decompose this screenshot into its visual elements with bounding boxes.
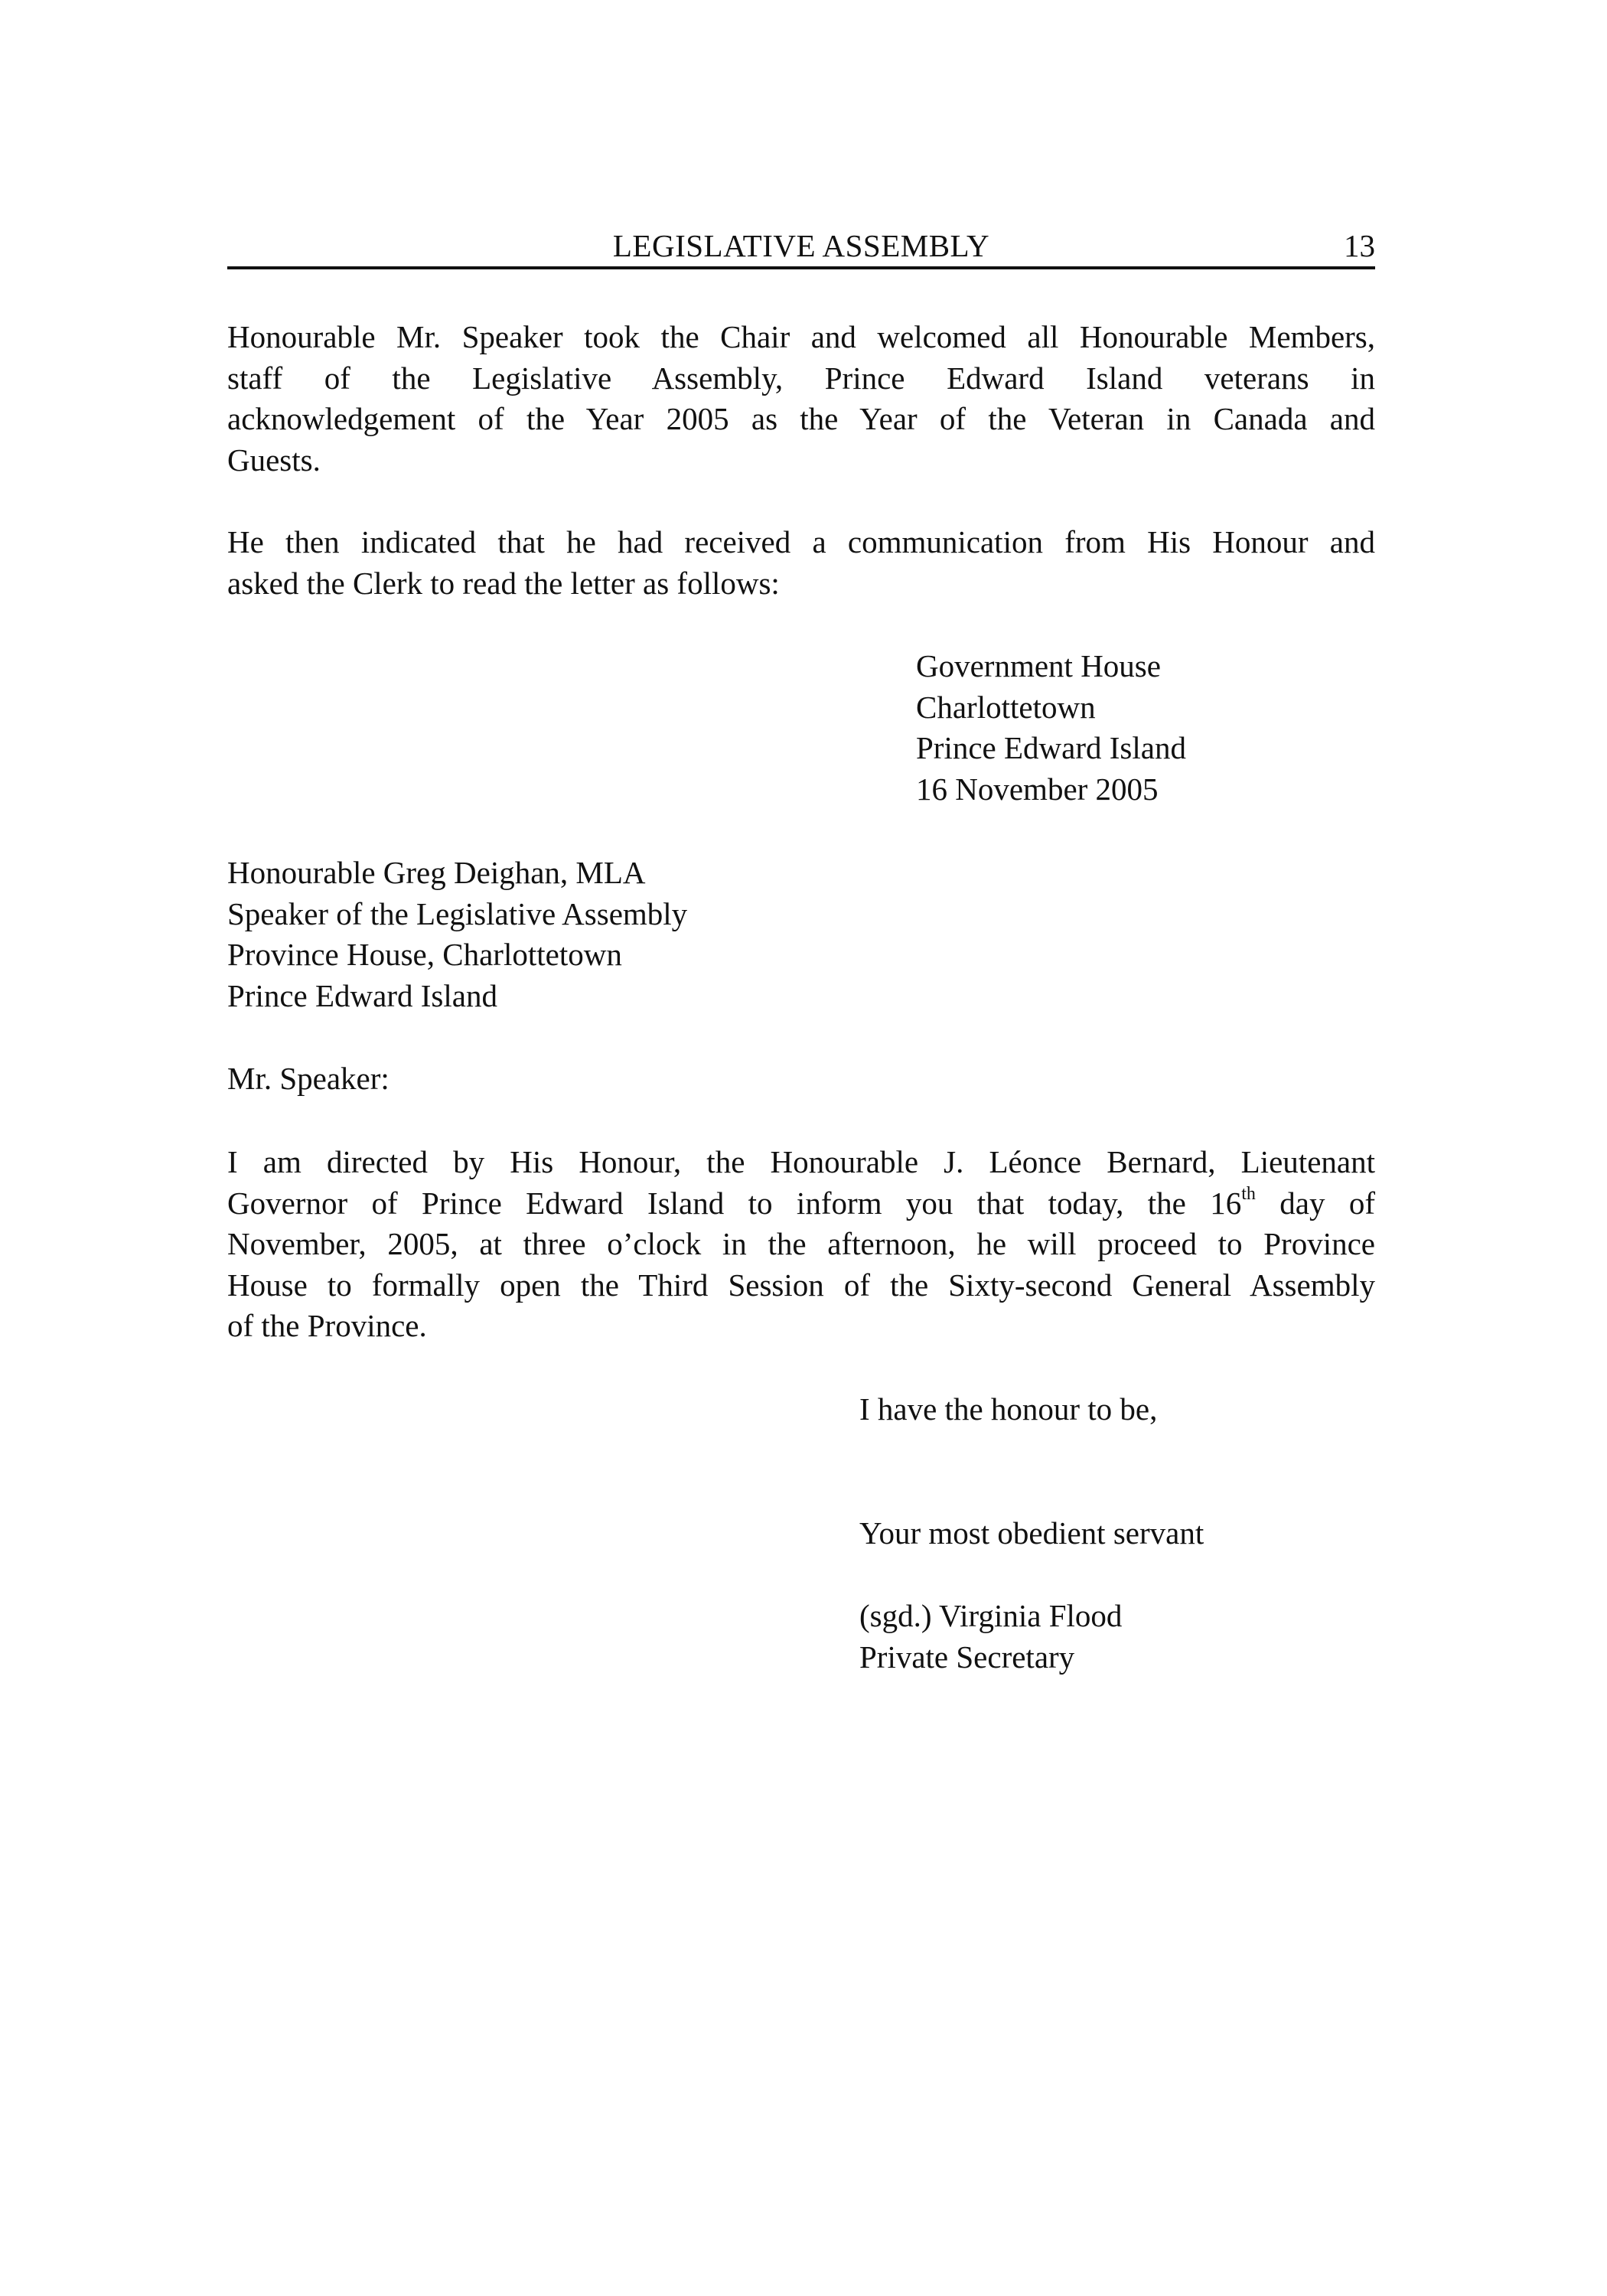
recipient-address-line: Speaker of the Legislative Assembly [227,895,688,931]
letter-date: 16 November 2005 [916,771,1159,807]
intro-line-2: staff of the Legislative Assembly, Prince Edward Island veterans in [227,360,1375,396]
recipient-address-line: Prince Edward Island [227,977,497,1013]
intro-line-4: Guests. [227,442,321,478]
body-line-3: November, 2005, at three o’clock in the afternoon, he will proceed to Province [227,1226,1375,1261]
body-line-4: House to formally open the Third Session of the Sixty-second General Assembly [227,1267,1375,1303]
salutation [227,1058,686,1100]
sender-address [916,646,1375,810]
closing-text: I have the honour to be, [859,1391,1158,1427]
valediction [859,1513,1395,1554]
body-line-2-start: Governor of Prince Edward Island to inform you that today, the 16 [227,1185,1242,1221]
signature-block [859,1596,1395,1678]
communication-paragraph [227,522,1375,604]
intro-line-3: acknowledgement of the Year 2005 as the Year of the Veteran in Canada and [227,401,1375,436]
intro-paragraph [227,317,1375,481]
body-line-2-end: day of [1255,1185,1376,1221]
body-line-5: of the Province. [227,1308,427,1343]
recipient-address [227,853,993,1016]
salutation-text: Mr. Speaker: [227,1061,390,1096]
communication-line-2: asked the Clerk to read the letter as follows: [227,565,780,601]
valediction-text: Your most obedient servant [859,1515,1204,1551]
body-line-2 [227,1183,1375,1225]
signatory-name: (sgd.) Virginia Flood [859,1598,1123,1633]
letter-body [227,1142,1375,1347]
sender-address-line: Prince Edward Island [916,730,1186,765]
running-header [227,227,1375,269]
recipient-address-line: Province House, Charlottetown [227,937,622,972]
sender-address-line: Charlottetown [916,689,1096,725]
communication-line-1: He then indicated that he had received a communication from His Honour and [227,524,1375,559]
sender-address-line: Government House [916,648,1161,683]
page-number: 13 [1344,228,1375,263]
body-line-1: I am directed by His Honour, the Honourable J. Léonce Bernard, Lieutenant [227,1144,1375,1179]
closing [859,1389,1395,1430]
ordinal-suffix: th [1241,1183,1256,1204]
header-title: LEGISLATIVE ASSEMBLY [612,228,990,263]
recipient-address-line: Honourable Greg Deighan, MLA [227,855,646,890]
signatory-title: Private Secretary [859,1639,1075,1675]
intro-line-1: Honourable Mr. Speaker took the Chair and welcomed all Honourable Members, [227,319,1375,354]
